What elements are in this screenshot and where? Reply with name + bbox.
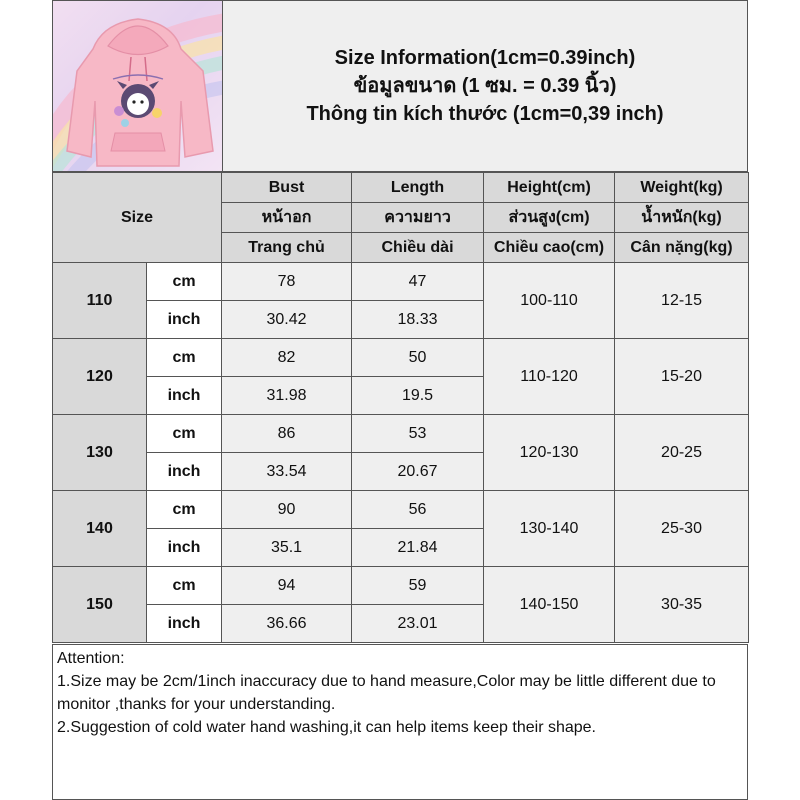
bust-cm: 86 xyxy=(222,415,352,453)
weight-range: 15-20 xyxy=(615,339,749,415)
length-cm: 53 xyxy=(352,415,484,453)
weight-range: 20-25 xyxy=(615,415,749,491)
table-row xyxy=(53,415,749,453)
header-row-english xyxy=(53,173,749,203)
notes-heading: Attention: xyxy=(57,650,125,667)
column-header-bust: Bust xyxy=(222,173,352,203)
length-cm: 50 xyxy=(352,339,484,377)
title-vietnamese: Thông tin kích thước (1cm=0,39 inch) xyxy=(306,103,664,125)
unit-inch: inch xyxy=(147,453,222,491)
bust-cm: 82 xyxy=(222,339,352,377)
column-header-bust-vi: Trang chủ xyxy=(222,233,352,263)
unit-cm: cm xyxy=(147,415,222,453)
notes-line-1: 1.Size may be 2cm/1inch inaccuracy due to hand measure,Color may be little different due to monitor ,thanks for your understanding. xyxy=(57,673,716,713)
size-140: 140 xyxy=(53,491,147,567)
size-label: Size xyxy=(53,173,222,263)
table-row xyxy=(53,263,749,301)
column-header-height: Height(cm) xyxy=(484,173,615,203)
unit-cm: cm xyxy=(147,339,222,377)
length-inch: 20.67 xyxy=(352,453,484,491)
size-110: 110 xyxy=(53,263,147,339)
bust-inch: 35.1 xyxy=(222,529,352,567)
height-range: 110-120 xyxy=(484,339,615,415)
column-header-length-vi: Chiều dài xyxy=(352,233,484,263)
height-range: 130-140 xyxy=(484,491,615,567)
length-inch: 18.33 xyxy=(352,301,484,339)
column-header-weight-vi: Cân nặng(kg) xyxy=(615,233,749,263)
length-inch: 21.84 xyxy=(352,529,484,567)
height-range: 100-110 xyxy=(484,263,615,339)
unit-cm: cm xyxy=(147,491,222,529)
length-cm: 59 xyxy=(352,567,484,605)
column-header-weight-th: น้ำหนัก(kg) xyxy=(615,203,749,233)
bust-cm: 94 xyxy=(222,567,352,605)
height-range: 140-150 xyxy=(484,567,615,643)
table-row xyxy=(53,567,749,605)
length-inch: 23.01 xyxy=(352,605,484,643)
unit-cm: cm xyxy=(147,263,222,301)
size-table xyxy=(52,172,749,643)
pink-hoodie-image xyxy=(53,1,223,171)
unit-inch: inch xyxy=(147,529,222,567)
title-block xyxy=(223,1,747,171)
bust-cm: 78 xyxy=(222,263,352,301)
bust-inch: 36.66 xyxy=(222,605,352,643)
length-cm: 47 xyxy=(352,263,484,301)
size-130: 130 xyxy=(53,415,147,491)
weight-range: 30-35 xyxy=(615,567,749,643)
unit-inch: inch xyxy=(147,301,222,339)
notes-line-2: 2.Suggestion of cold water hand washing,it can help items keep their shape. xyxy=(57,719,596,736)
attention-notes xyxy=(52,644,748,800)
column-header-length-th: ความยาว xyxy=(352,203,484,233)
column-header-height-th: ส่วนสูง(cm) xyxy=(484,203,615,233)
weight-range: 25-30 xyxy=(615,491,749,567)
title-english: Size Information(1cm=0.39inch) xyxy=(334,47,636,69)
table-row xyxy=(53,491,749,529)
unit-inch: inch xyxy=(147,605,222,643)
unit-inch: inch xyxy=(147,377,222,415)
column-header-weight: Weight(kg) xyxy=(615,173,749,203)
column-header-bust-th: หน้าอก xyxy=(222,203,352,233)
column-header-height-vi: Chiều cao(cm) xyxy=(484,233,615,263)
bust-inch: 31.98 xyxy=(222,377,352,415)
table-row xyxy=(53,339,749,377)
length-inch: 19.5 xyxy=(352,377,484,415)
height-range: 120-130 xyxy=(484,415,615,491)
weight-range: 12-15 xyxy=(615,263,749,339)
product-photo xyxy=(53,1,223,171)
size-120: 120 xyxy=(53,339,147,415)
column-header-length: Length xyxy=(352,173,484,203)
bust-inch: 33.54 xyxy=(222,453,352,491)
bust-inch: 30.42 xyxy=(222,301,352,339)
length-cm: 56 xyxy=(352,491,484,529)
bust-cm: 90 xyxy=(222,491,352,529)
header-band xyxy=(52,0,748,172)
size-150: 150 xyxy=(53,567,147,643)
title-thai: ข้อมูลขนาด (1 ซม. = 0.39 นิ้ว) xyxy=(353,75,617,97)
unit-cm: cm xyxy=(147,567,222,605)
